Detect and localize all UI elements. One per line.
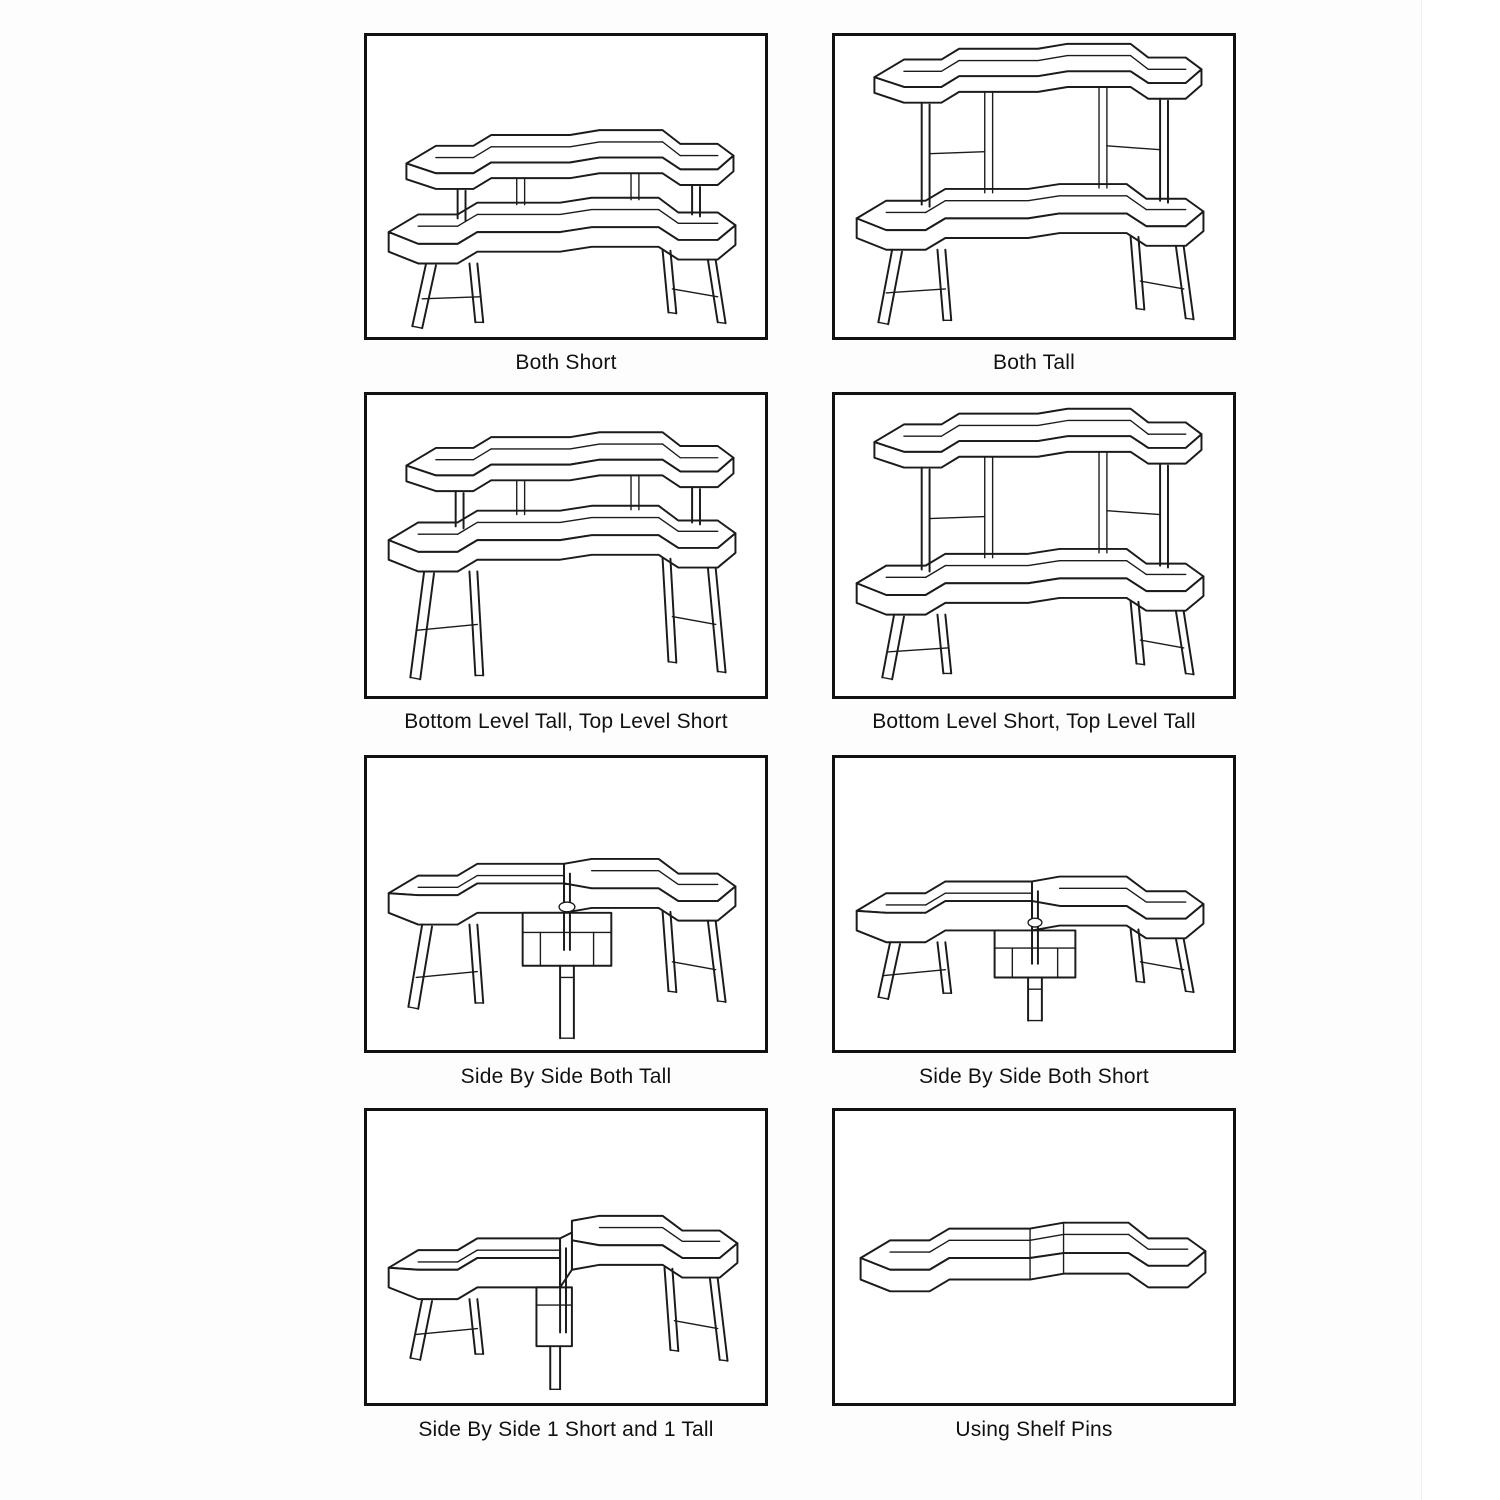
panel-caption: Both Short xyxy=(515,351,617,374)
panel-caption: Both Tall xyxy=(993,351,1075,374)
panel-both-short xyxy=(364,33,768,378)
panel-frame xyxy=(832,392,1236,699)
panel-caption: Bottom Level Tall, Top Level Short xyxy=(404,710,728,733)
panel-frame xyxy=(364,755,768,1053)
illustration-using-shelf-pins xyxy=(835,1111,1233,1403)
panel-frame xyxy=(364,33,768,340)
panel-frame xyxy=(832,1108,1236,1406)
panel-using-shelf-pins xyxy=(832,1108,1236,1453)
panel-side-by-side-mixed xyxy=(364,1108,768,1453)
panel-frame xyxy=(364,392,768,699)
panel-frame xyxy=(364,1108,768,1406)
panel-caption: Using Shelf Pins xyxy=(955,1418,1113,1441)
illustration-side-by-side-both-tall xyxy=(367,758,765,1050)
illustration-bottom-short-top-tall xyxy=(835,395,1233,696)
panel-caption: Side By Side Both Short xyxy=(919,1065,1149,1088)
panel-caption: Side By Side Both Tall xyxy=(460,1065,672,1088)
panel-side-by-side-both-tall xyxy=(364,755,768,1100)
panel-both-tall xyxy=(832,33,1236,378)
panel-caption: Side By Side 1 Short and 1 Tall xyxy=(418,1418,714,1441)
illustration-bottom-tall-top-short xyxy=(367,395,765,696)
panel-bottom-tall-top-short xyxy=(364,392,768,737)
panel-side-by-side-both-short xyxy=(832,755,1236,1100)
panel-frame xyxy=(832,33,1236,340)
illustration-both-short xyxy=(367,36,765,337)
illustration-side-by-side-both-short xyxy=(835,758,1233,1050)
panel-caption: Bottom Level Short, Top Level Tall xyxy=(872,710,1196,733)
panel-frame xyxy=(832,755,1236,1053)
illustration-side-by-side-mixed xyxy=(367,1111,765,1403)
illustration-both-tall xyxy=(835,36,1233,337)
panel-bottom-short-top-tall xyxy=(832,392,1236,737)
